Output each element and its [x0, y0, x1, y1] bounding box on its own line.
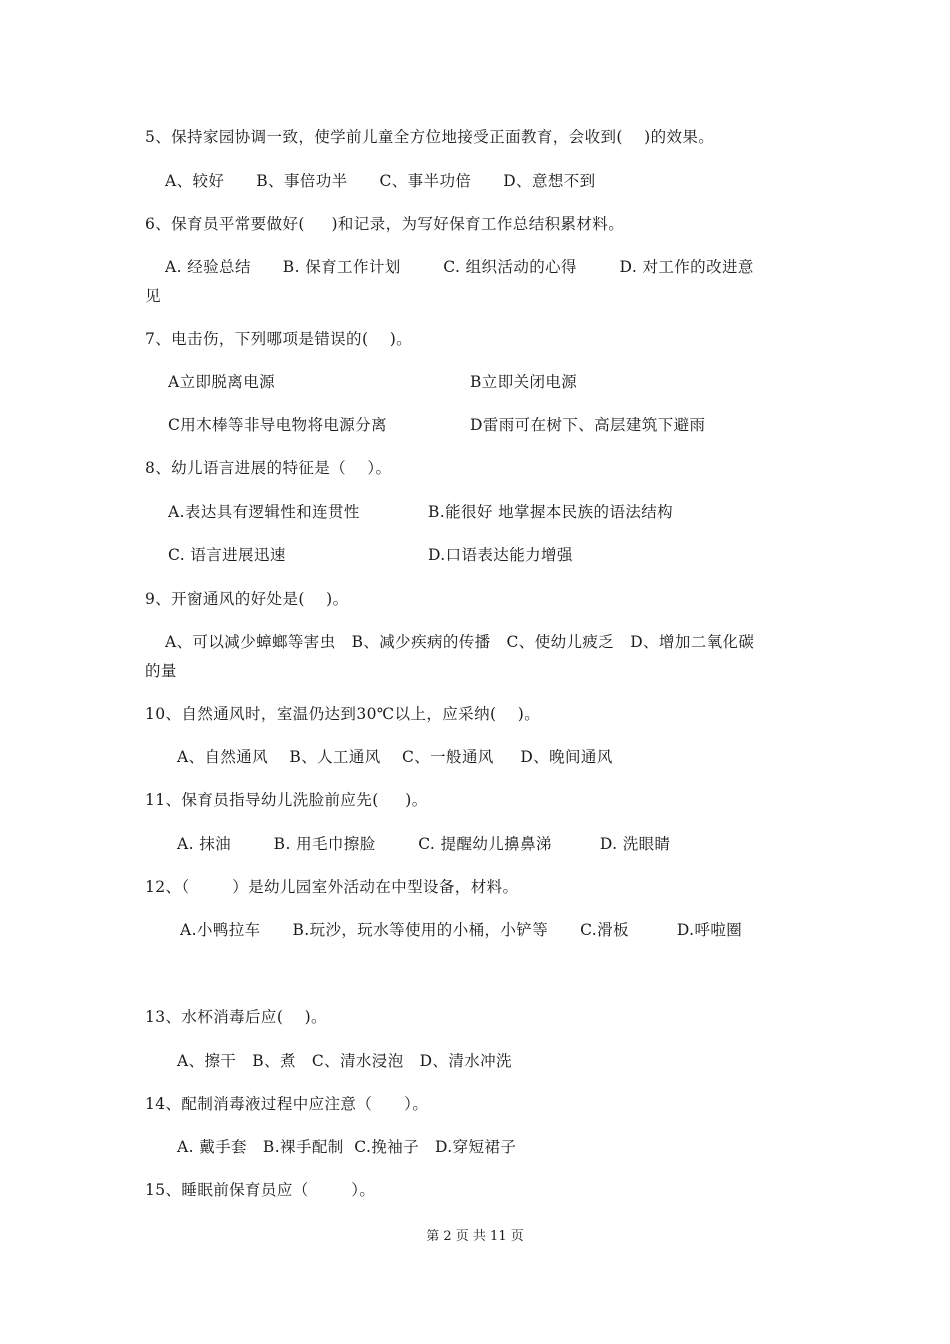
question-12-options: A.小鸭拉车 B.玩沙，玩水等使用的小桶，小铲等 C.滑板 D.呼啦圈: [180, 921, 743, 939]
question-5-options: A、较好 B、事倍功半 C、事半功倍 D、意想不到: [165, 172, 596, 190]
question-10-stem: 10、自然通风时，室温仍达到30℃以上，应采纳( )。: [145, 705, 541, 723]
question-6-stem: 6、保育员平常要做好( )和记录，为写好保育工作总结积累材料。: [145, 215, 625, 233]
question-8-option-c: C. 语言进展迅速: [168, 546, 286, 564]
question-11-stem: 11、保育员指导幼儿洗脸前应先( )。: [145, 791, 428, 809]
question-9-continuation: 的量: [145, 662, 177, 680]
question-7-option-c: C用木棒等非导电物将电源分离: [168, 416, 387, 434]
question-7-stem: 7、电击伤，下列哪项是错误的( )。: [145, 330, 413, 348]
question-5-stem: 5、保持家园协调一致，使学前儿童全方位地接受正面教育，会收到( )的效果。: [145, 128, 715, 146]
question-15-stem: 15、睡眠前保育员应（ ）。: [145, 1181, 376, 1199]
question-9-stem: 9、开窗通风的好处是( )。: [145, 590, 349, 608]
question-8-option-d: D.口语表达能力增强: [428, 546, 573, 564]
question-14-stem: 14、配制消毒液过程中应注意（ ）。: [145, 1095, 429, 1113]
question-10-options: A、自然通风 B、人工通风 C、一般通风 D、晚间通风: [177, 748, 613, 766]
question-14-options: A. 戴手套 B.裸手配制 C.挽袖子 D.穿短裙子: [177, 1138, 517, 1156]
page-footer: 第 2 页 共 11 页: [426, 1229, 524, 1244]
question-13-stem: 13、水杯消毒后应( )。: [145, 1008, 327, 1026]
question-8-option-a: A.表达具有逻辑性和连贯性: [168, 503, 360, 521]
question-9-options: A、可以减少蟑螂等害虫 B、减少疾病的传播 C、使幼儿疲乏 D、增加二氧化碳: [165, 633, 755, 651]
question-7-option-b: B立即关闭电源: [470, 373, 578, 391]
question-6-continuation: 见: [145, 287, 161, 305]
question-8-option-b: B.能很好 地掌握本民族的语法结构: [428, 503, 674, 521]
question-7-option-d: D雷雨可在树下、高层建筑下避雨: [470, 416, 706, 434]
question-12-stem: 12、（ ）是幼儿园室外活动在中型设备，材料。: [145, 878, 519, 896]
question-8-stem: 8、幼儿语言进展的特征是（ ）。: [145, 459, 392, 477]
question-11-options: A. 抹油 B. 用毛巾擦脸 C. 提醒幼儿擤鼻涕 D. 洗眼睛: [177, 835, 671, 853]
question-13-options: A、擦干 B、煮 C、清水浸泡 D、清水冲洗: [177, 1052, 512, 1070]
question-7-option-a: A立即脱离电源: [168, 373, 275, 391]
question-6-options: A. 经验总结 B. 保育工作计划 C. 组织活动的心得 D. 对工作的改进意: [165, 258, 754, 276]
